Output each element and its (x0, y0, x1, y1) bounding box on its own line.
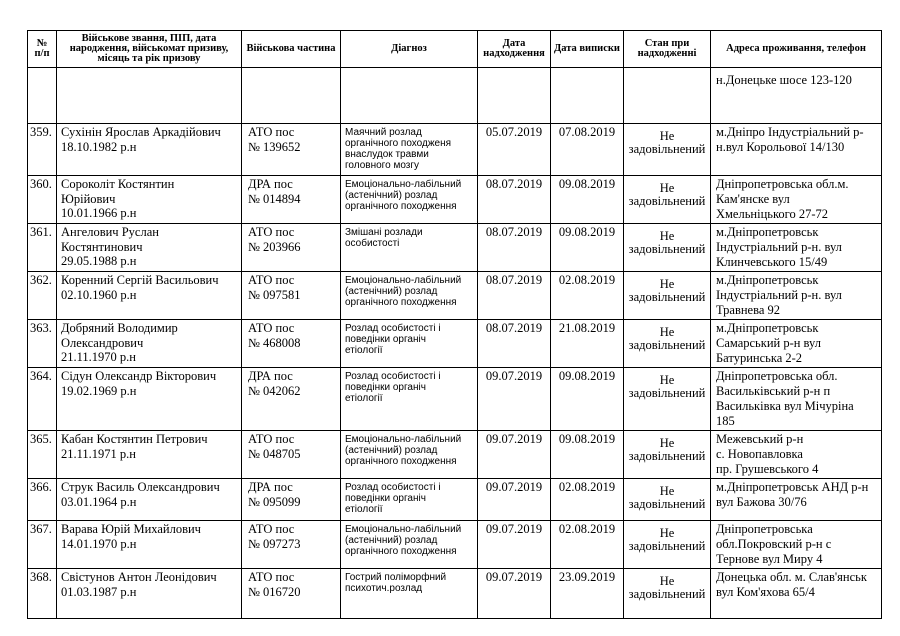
diagnosis-line: органічного походження (345, 297, 457, 308)
header-num: № п/п (28, 31, 57, 68)
address-line: Васильківський р-н п (716, 384, 831, 398)
unit-name: АТО пос (248, 225, 295, 239)
row-number: 368. (30, 570, 52, 584)
address-line: Хмельніцького 27-72 (716, 207, 829, 221)
header-arrival: Дата надходження (478, 31, 551, 68)
discharge-date: 09.08.2019 (558, 225, 616, 239)
discharge-date: 02.08.2019 (558, 480, 616, 494)
address-line: вул Бажова 30/76 (716, 495, 807, 509)
diagnosis-line: органічного походження (345, 456, 457, 467)
state-line: задовільнений (628, 242, 706, 256)
diagnosis-line: поведінки органіч (345, 493, 426, 504)
state-line: задовільнений (628, 587, 706, 601)
soldier-dob: 18.10.1982 р.н (61, 139, 137, 154)
state-line: задовільнений (628, 142, 706, 156)
unit-name: АТО пос (248, 125, 295, 139)
unit-name: АТО пос (248, 273, 295, 287)
soldier-dob: 10.01.1966 р.н (61, 206, 137, 220)
diagnosis-line: (астенічний) розлад (345, 445, 438, 456)
soldier-dob: 01.03.1987 р.н (61, 584, 137, 599)
soldier-dob: 14.01.1970 р.н (61, 536, 137, 551)
unit-name: ДРА пос (248, 369, 293, 383)
state-line: Не (659, 229, 675, 243)
unit-name: АТО пос (248, 522, 295, 536)
continuation-row (28, 68, 882, 124)
address-line: м.Дніпропетровськ (716, 225, 819, 239)
table-header-row (28, 31, 882, 68)
discharge-date: 09.08.2019 (558, 432, 616, 446)
arrival-date: 08.07.2019 (485, 177, 543, 191)
soldier-dob: Юрійович (61, 191, 116, 206)
address-line: Клинчевського 15/49 (716, 255, 828, 269)
row-number: 360. (30, 177, 52, 191)
unit-name: АТО пос (248, 432, 295, 446)
diagnosis-line: етіології (345, 345, 383, 356)
diagnosis-line: Маячний розлад (345, 127, 422, 138)
soldier-name: Сороколіт Костянтин (61, 177, 175, 191)
address-line: н.вул Корольової 14/130 (716, 140, 845, 154)
unit-code: № 095099 (248, 494, 301, 509)
diagnosis-line: особистості (345, 238, 400, 249)
soldier-dob: 03.01.1964 р.н (61, 494, 137, 509)
arrival-date: 08.07.2019 (485, 225, 543, 239)
arrival-date: 09.07.2019 (485, 522, 543, 536)
address-line: Дніпропетровська обл. (716, 369, 838, 383)
diagnosis-line: Емоціонально-лабільний (345, 524, 462, 535)
row-number: 364. (30, 369, 52, 383)
address-line: обл.Покровский р-н с (716, 537, 832, 551)
diagnosis-line: етіології (345, 504, 383, 515)
soldier-name: Коренний Сергій Васильович (61, 273, 219, 287)
diagnosis-line: органічного походженя (345, 138, 452, 149)
state-line: задовільнений (628, 539, 706, 553)
row-number: 363. (30, 321, 52, 335)
address-line: Васильківка вул Мічуріна (716, 399, 854, 413)
table-row (28, 124, 882, 176)
unit-code: № 139652 (248, 139, 301, 154)
soldier-dob: 19.02.1969 р.н (61, 383, 137, 398)
soldier-name: Сідун Олександр Вікторович (61, 369, 217, 383)
unit-code: № 048705 (248, 446, 301, 461)
soldier-dob: Олександрович (61, 335, 144, 350)
unit-name: ДРА пос (248, 177, 293, 191)
table-row (28, 368, 882, 431)
arrival-date: 05.07.2019 (485, 125, 543, 139)
unit-code: № 016720 (248, 584, 301, 599)
diagnosis-line: Емоціонально-лабільний (345, 434, 462, 445)
row-number: 362. (30, 273, 52, 287)
address-line: Кам'янске вул (716, 192, 790, 206)
address-line: 185 (716, 414, 735, 428)
diagnosis-line: Гострий поліморфний (345, 572, 447, 583)
soldier-dob: 21.11.1970 р.н (61, 350, 136, 364)
diagnosis-line: (астенічний) розлад (345, 190, 438, 201)
diagnosis-line: органічного походження (345, 201, 457, 212)
discharge-date: 02.08.2019 (558, 273, 616, 287)
state-line: задовільнений (628, 290, 706, 304)
address-line: пр. Грушевського 4 (716, 462, 819, 476)
arrival-date: 09.07.2019 (485, 480, 543, 494)
arrival-date: 08.07.2019 (485, 321, 543, 335)
unit-name: ДРА пос (248, 480, 293, 494)
unit-code: № 014894 (248, 191, 301, 206)
diagnosis-line: Змішані розлади (345, 227, 423, 238)
diagnosis-line: етіології (345, 393, 383, 404)
continuation-address: н.Донецьке шосе 123-120 (716, 73, 852, 87)
address-line: м.Дніпропетровськ АНД р-н (716, 480, 869, 494)
diagnosis-line: психотич.розлад (345, 583, 423, 594)
soldier-name: Добряний Володимир (61, 321, 178, 335)
state-line: Не (659, 526, 675, 540)
state-line: Не (659, 181, 675, 195)
table-row (28, 521, 882, 569)
table-row (28, 431, 882, 479)
state-line: Не (659, 574, 675, 588)
table-row (28, 479, 882, 521)
soldier-name: Струк Василь Олександрович (61, 480, 220, 494)
state-line: задовільнений (628, 338, 706, 352)
unit-name: АТО пос (248, 570, 295, 584)
address-line: м.Дніпро Індустріальний р- (716, 125, 864, 139)
state-line: Не (659, 325, 675, 339)
discharge-date: 21.08.2019 (558, 321, 616, 335)
address-line: Тернове вул Миру 4 (716, 552, 823, 566)
header-diagnosis: Діагноз (341, 31, 478, 68)
header-address: Адреса проживання, телефон (711, 31, 882, 68)
table-row (28, 176, 882, 224)
table-row (28, 272, 882, 320)
row-number: 359. (30, 125, 52, 139)
diagnosis-line: головного мозгу (345, 160, 419, 171)
unit-name: АТО пос (248, 321, 295, 335)
soldier-dob: 02.10.1960 р.н (61, 287, 137, 302)
unit-code: № 203966 (248, 239, 301, 254)
diagnosis-line: Розлад особистості і (345, 482, 441, 493)
diagnosis-line: (астенічний) розлад (345, 286, 438, 297)
address-line: Межевський р-н (716, 432, 804, 446)
state-line: Не (659, 436, 675, 450)
row-number: 365. (30, 432, 52, 446)
address-line: Батуринська 2-2 (716, 351, 803, 365)
diagnosis-line: поведінки органіч (345, 382, 426, 393)
soldier-dob: Костянтинович (61, 239, 143, 254)
soldier-name: Свістунов Антон Леонідович (61, 570, 217, 584)
state-line: Не (659, 277, 675, 291)
address-line: с. Новопавловка (716, 447, 803, 461)
state-line: задовільнений (628, 497, 706, 511)
diagnosis-line: внаслудок травми (345, 149, 429, 160)
patient-register-table (27, 30, 882, 619)
header-discharge: Дата виписки (551, 31, 624, 68)
discharge-date: 23.09.2019 (558, 570, 616, 584)
soldier-dob: 29.05.1988 р.н (61, 254, 137, 268)
arrival-date: 08.07.2019 (485, 273, 543, 287)
state-line: задовільнений (628, 386, 706, 400)
discharge-date: 07.08.2019 (558, 125, 616, 139)
diagnosis-line: Емоціонально-лабільний (345, 179, 462, 190)
arrival-date: 09.07.2019 (485, 570, 543, 584)
diagnosis-line: поведінки органіч (345, 334, 426, 345)
diagnosis-line: Розлад особистості і (345, 323, 441, 334)
soldier-name: Ангелович Руслан (61, 225, 159, 239)
address-line: м.Дніпропетровськ (716, 321, 819, 335)
diagnosis-line: Розлад особистості і (345, 371, 441, 382)
state-line: Не (659, 373, 675, 387)
header-unit: Військова частина (242, 31, 341, 68)
address-line: Індустріальний р-н. вул (716, 240, 842, 254)
header-rank: Військове звання, ПІП, дата народження, військомат призиву, місяць та рік призову (57, 31, 242, 68)
soldier-dob: 21.11.1971 р.н (61, 446, 136, 461)
address-line: Травнева 92 (716, 303, 781, 317)
header-state: Стан при надходженні (624, 31, 711, 68)
soldier-name: Сухінін Ярослав Аркадійович (61, 125, 221, 139)
diagnosis-line: (астенічний) розлад (345, 535, 438, 546)
address-line: Дніпропетровська обл.м. (716, 177, 849, 191)
diagnosis-line: Емоціонально-лабільний (345, 275, 462, 286)
unit-code: № 468008 (248, 335, 301, 350)
address-line: Дніпропетровська (716, 522, 813, 536)
discharge-date: 09.08.2019 (558, 177, 616, 191)
diagnosis-line: органічного походження (345, 546, 457, 557)
discharge-date: 02.08.2019 (558, 522, 616, 536)
state-line: Не (659, 129, 675, 143)
address-line: м.Дніпропетровськ (716, 273, 819, 287)
address-line: Донецька обл. м. Слав'янськ (716, 570, 867, 584)
state-line: Не (659, 484, 675, 498)
unit-code: № 097273 (248, 536, 301, 551)
state-line: задовільнений (628, 194, 706, 208)
address-line: Індустріальний р-н. вул (716, 288, 842, 302)
soldier-name: Варава Юрій Михайлович (61, 522, 201, 536)
discharge-date: 09.08.2019 (558, 369, 616, 383)
row-number: 366. (30, 480, 52, 494)
unit-code: № 097581 (248, 287, 301, 302)
arrival-date: 09.07.2019 (485, 369, 543, 383)
arrival-date: 09.07.2019 (485, 432, 543, 446)
address-line: Самарський р-н вул (716, 336, 821, 350)
table-row (28, 569, 882, 619)
soldier-name: Кабан Костянтин Петрович (61, 432, 208, 446)
table-row (28, 320, 882, 368)
unit-code: № 042062 (248, 383, 301, 398)
row-number: 367. (30, 522, 52, 536)
state-line: задовільнений (628, 449, 706, 463)
table-row (28, 224, 882, 272)
row-number: 361. (30, 225, 52, 239)
address-line: вул Ком'яхова 65/4 (716, 585, 815, 599)
